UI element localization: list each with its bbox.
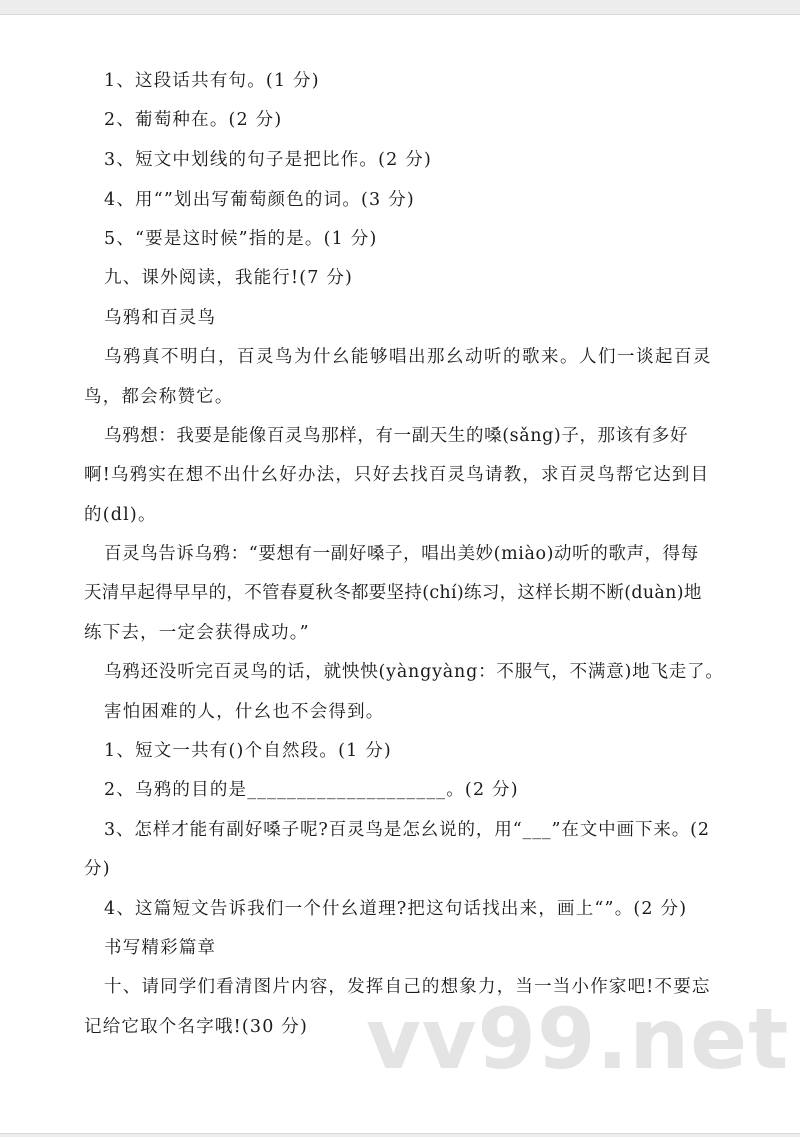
paragraph-line: 百灵鸟告诉乌鸦：“要想有一副好嗓子，唱出美妙(miào)动听的歌声，得每 [104,544,699,564]
question-line: 4、用“”划出写葡萄颜色的词。(3 分) [104,190,415,210]
paragraph-line: 乌鸦想：我要是能像百灵鸟那样，有一副天生的嗓(sǎng)子，那该有多好 [104,426,689,446]
question-line: 5、“要是这时候”指的是。(1 分) [104,229,378,249]
paragraph-line: 的(dl)。 [84,505,157,525]
paragraph-line: 练下去，一定会获得成功。” [84,623,310,643]
paragraph-line: 乌鸦真不明白，百灵鸟为什幺能够唱出那幺动听的歌来。人们一谈起百灵 [104,347,712,367]
question-line: 3、怎样才能有副好嗓子呢?百灵鸟是怎幺说的，用“___”在文中画下来。(2 [104,820,710,840]
question-line: 1、这段话共有句。(1 分) [104,71,320,91]
story-title: 乌鸦和百灵鸟 [104,308,217,328]
question-line: 2、乌鸦的目的是____________________。(2 分) [104,780,519,800]
paragraph-line: 乌鸦还没听完百灵鸟的话，就怏怏(yàngyàng：不服气，不满意)地飞走了。 [104,662,724,682]
question-line: 1、短文一共有()个自然段。(1 分) [104,741,392,761]
paragraph-line: 害怕困难的人，什幺也不会得到。 [104,702,385,722]
paragraph-line: 鸟，都会称赞它。 [84,387,234,407]
section-heading: 九、课外阅读，我能行!(7 分) [104,268,354,288]
question-line: 3、短文中划线的句子是把比作。(2 分) [104,150,432,170]
question-line: 分) [84,859,111,879]
document-page [0,14,800,1134]
section-heading: 书写精彩篇章 [104,938,217,958]
watermark-text: vv99.net [366,990,790,1088]
paragraph-line: 啊!乌鸦实在想不出什幺好办法，只好去找百灵鸟请教，求百灵鸟帮它达到目 [84,465,710,485]
question-line: 4、这篇短文告诉我们一个什幺道理?把这句话找出来，画上“”。(2 分) [104,899,688,919]
question-line: 十、请同学们看清图片内容，发挥自己的想象力，当一当小作家吧!不要忘 [104,977,711,997]
question-line: 记给它取个名字哦!(30 分) [84,1017,309,1037]
question-line: 2、葡萄种在。(2 分) [104,110,283,130]
paragraph-line: 天清早起得早早的，不管春夏秋冬都要坚持(chí)练习，这样长期不断(duàn)地 [84,583,702,603]
